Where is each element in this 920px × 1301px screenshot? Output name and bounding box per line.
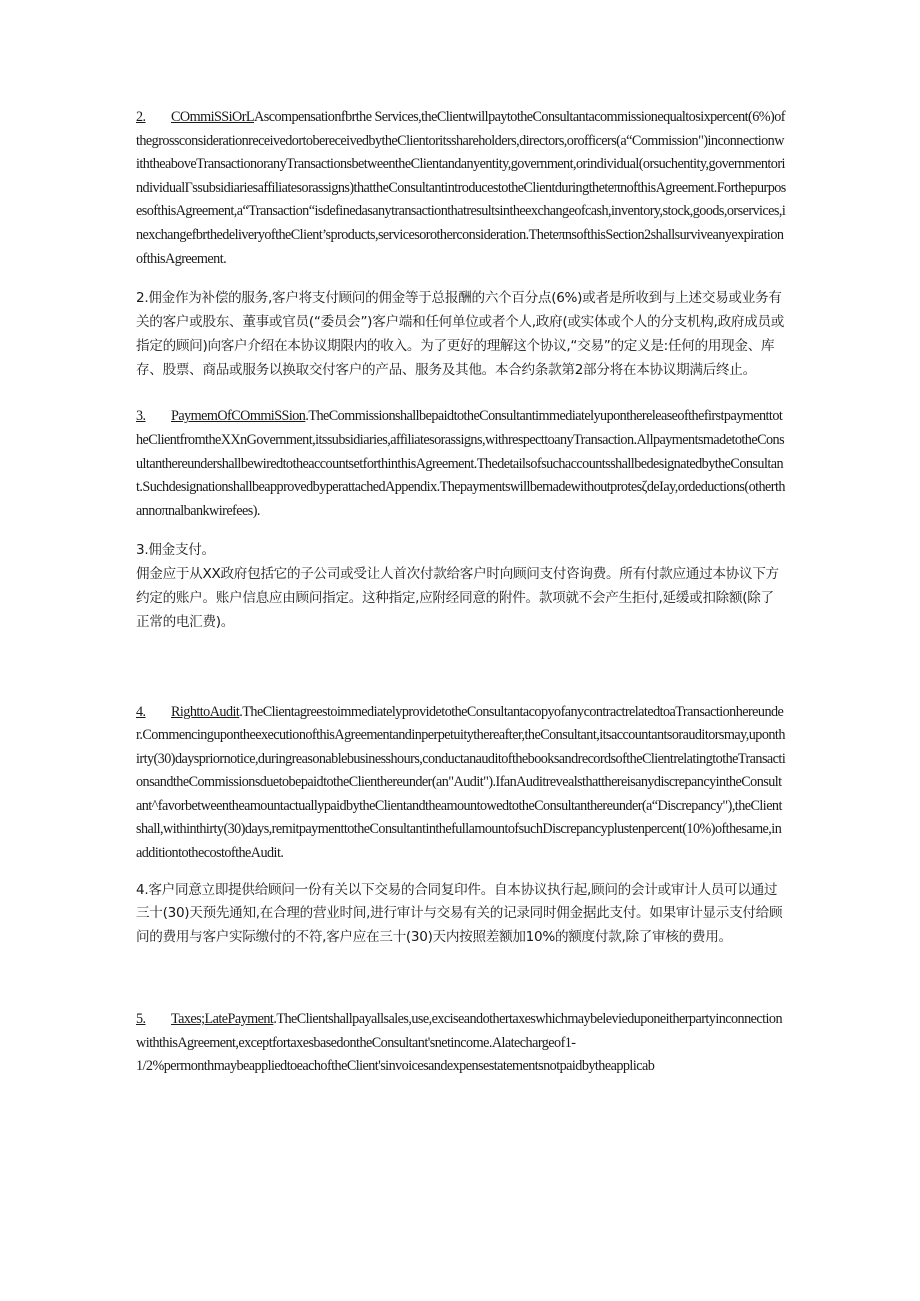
- section-3-english: [136, 405, 786, 523]
- section-3-chinese: 佣金应于从XX政府包括它的子公司或受让人首次付款给客户时向顾问支付咨询费。所有付款应通过本协议下方约定的账户。账户信息应由顾问指定。这种指定,应附经同意的附件。款项就不会产生拒付,延缓或扣除额(除了正常的电汇费)。: [136, 566, 779, 630]
- section-heading: PaymemOfCOmmiSSion: [171, 408, 306, 425]
- section-heading: RighttoAudit: [171, 703, 240, 720]
- section-number: 2.: [136, 109, 146, 125]
- section-2-english: [136, 106, 786, 271]
- section-5-english-continued: 1/2%permonthmaybeappliedtoeachoftheClient'sinvoicesandexpensestatementsnotpaidbytheapplicab: [136, 1058, 655, 1075]
- section-body: .TheCommissionshallbepaidtotheConsultantimmediatelyuponthereleaseofthefirstpaymenttotheClientfromtheXXnGovernment,itssubsidiaries,affiliatesorassigns,withrespecttoanyTransaction.AllpaymentsmadetotheConsultanthereundershallbewiredtotheaccountsetforthinthisAgreement.ThedetailsofsuchaccountsshallbedesignatedbytheConsultant.SuchdesignationshallbeapprovedbyperattachedAppendix.ThepaymentswillbemadewithoutprotesζdeIay,ordeductions(otherthannoπnalbankwirefees).: [136, 408, 785, 519]
- section-5-english: [136, 1008, 786, 1055]
- section-3-chinese-title: 3.佣金支付。: [136, 542, 215, 559]
- document-page: [136, 106, 786, 1079]
- section-number: 5.: [136, 1011, 146, 1028]
- section-4-english: [136, 701, 786, 866]
- section-2-chinese: 2.佣金作为补偿的服务,客户将支付顾问的佣金等于总报酬的六个百分点(6%)或者是所收到与上述交易或业务有关的客户或股东、董事或官员(“委员会”)客户端和任何单位或者个人,政府(或实体或个人的分支机构,政府成员或指定的顾问)向客户介绍在本协议期限内的收入。为了更好的理解这个协议,“交易”的定义是:任何的用现金、库存、股票、商品或服务以换取交付客户的产品、服务及其他。本合约条款第2部分将在本协议期满后终止。: [136, 290, 785, 378]
- section-body: Ascompensationfbrthe Services,theClientwillpaytotheConsultantacommissionequaltosixpercent(6%)ofthegrossconsiderationreceivedortobereceivedbytheClientoritsshareholders,directors,orofficers(a“Commission")inconnectionwiththeaboveTransactionoranyTransactionsbetweentheClientandanyentity,government,orindividual(orsuchentity,governmentorindividualΓssubsidiariesaffiliatesorassigns)thattheConsultantintroducestotheClientduringtheteπnofthisAgreement.ForthepurposesofthisAgreement,a“Transaction“isdefinedasanytransactionthatresultsintheexchangeofcash,inventory,stock,goods,orservices,inexchangefbrthedeliveryoftheClient’sproducts,servicesorotherconsideration.TheteπnsofthisSection2shallsurviveanyexpirationofthisAgreement.: [136, 109, 786, 267]
- section-body: .TheClientagreestoimmediatelyprovidetotheConsultantacopyofanycontractrelatedtoaTransactionhereunder.CommencingupontheexecutionofthisAgreementandinperpetuitythereafter,theConsultant,itsaccountantsorauditorsmay,uponthirty(30)dayspriornotice,duringreasonablebusinesshours,conductanauditofthebooksandrecordsoftheClientrelatingtotheTransactionsandtheCommissionsduetobepaidtotheClienthereunder(an"Audit").IfanAuditrevealsthatthereisanydiscrepancyintheConsultant^favorbetweentheamountactuallypaidbytheClientandtheamountowedtotheConsultanthereunder(a“Discrepancy"),theClientshall,withinthirty(30)days,remitpaymenttotheConsultantinthefullamountofsuchDiscrepancyplustenpercent(10%)ofthesame,inadditiontothecostoftheAudit.: [136, 703, 786, 862]
- section-heading: Taxes;LatePayment: [171, 1011, 274, 1028]
- section-4-chinese: 4.客户同意立即提供给顾问一份有关以下交易的合同复印件。自本协议执行起,顾问的会计或审计人员可以通过三十(30)天预先通知,在合理的营业时间,进行审计与交易有关的记录同时佣金据此支付。如果审计显示支付给顾问的费用与客户实际缴付的不符,客户应在三十(30)天内按照差额加10%的额度付款,除了审核的费用。: [136, 881, 783, 946]
- section-number: 3.: [136, 408, 146, 425]
- section-number: 4.: [136, 703, 146, 720]
- section-body: .TheClientshallpayallsales,use,exciseandothertaxeswhichmaybelevieduponeitherpartyinconnectionwiththisAgreement,exceptfortaxesbasedontheConsultant'snetincome.Alatechargeof1-: [136, 1011, 782, 1051]
- section-heading: COmmiSSiOrL: [171, 109, 255, 125]
